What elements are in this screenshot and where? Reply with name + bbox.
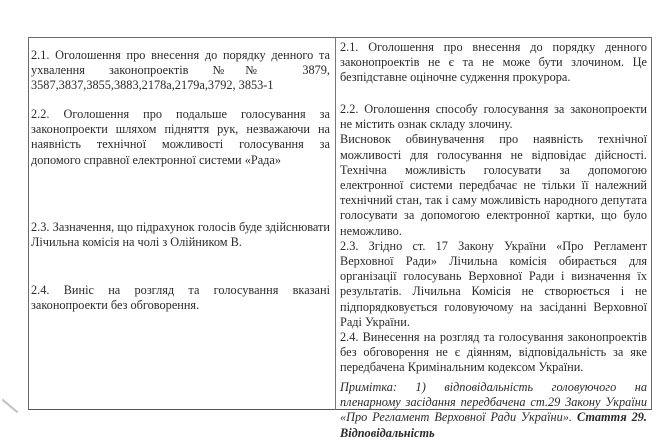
- right-cell-2-4: 2.4. Винесення на розгляд та голосування законопроектів без обговорення не є діянням, відповідальність за яке передбачена Кримінальним кодексом України.: [340, 330, 647, 375]
- left-cell-2-1: 2.1. Оголошення про внесення до порядку денного та ухвалення законопроектів №№ 3879, 3587,3837,3855,3883,2178а,2179а,3792, 3853-1: [31, 48, 330, 93]
- column-divider: [335, 37, 336, 410]
- right-cell-note: [340, 380, 647, 441]
- note-article-heading: Стаття 29. Відповідальність: [340, 410, 648, 440]
- left-cell-2-2: 2.2. Оголошення про подальше голосування за законопроекти шляхом підняття рук, незважаючи на наявність технічної можливості голосування за допомого справної електронної системи «Рада»: [31, 107, 330, 167]
- right-cell-2-2-conclusion: Висновок обвинувачення про наявність технічної можливості для голосування не відповідає дійсності. Технічна можливість голосувати за допомогою електронної системи передбачає не тільки її належний технічний стан, так і саму можливість народного депутата голосувати за допомогою електронної картки, що було неможливо.: [340, 132, 647, 238]
- right-cell-2-1: 2.1. Оголошення про внесення до порядку денного законопроектів не є та не може бути злочином. Це безпідставне оціночне судження прокурора.: [340, 40, 647, 85]
- right-cell-2-2: 2.2. Оголошення способу голосування за законопроекти не містить ознак складу злочину.: [340, 102, 647, 132]
- right-column: [340, 40, 647, 441]
- note-text: Примітка: 1) відповідальність головуючого на пленарному засідання передбачена ст.29 Закону України «Про Регламент Верховної Ради України».: [340, 380, 647, 425]
- right-cell-2-2-group: [340, 102, 647, 239]
- scan-mark: [2, 399, 19, 413]
- right-cell-2-3: 2.3. Згідно ст. 17 Закону України «Про Регламент Верховної Ради» Лічильна комісія обирається для організації голосувань Верховної Ради і визначення їх результатів. Лічильна Комісія не створюється і не підпорядковується головуючому на засіданні Верховної Раді України.: [340, 238, 647, 329]
- left-cell-2-3: 2.3. Зазначення, що підрахунок голосів буде здійснювати Лічильна комісія на чолі з Олійником В.: [31, 220, 330, 250]
- left-column: [31, 48, 330, 313]
- left-cell-2-4: 2.4. Виніс на розгляд та голосування вказані законопроекти без обговорення.: [31, 283, 330, 313]
